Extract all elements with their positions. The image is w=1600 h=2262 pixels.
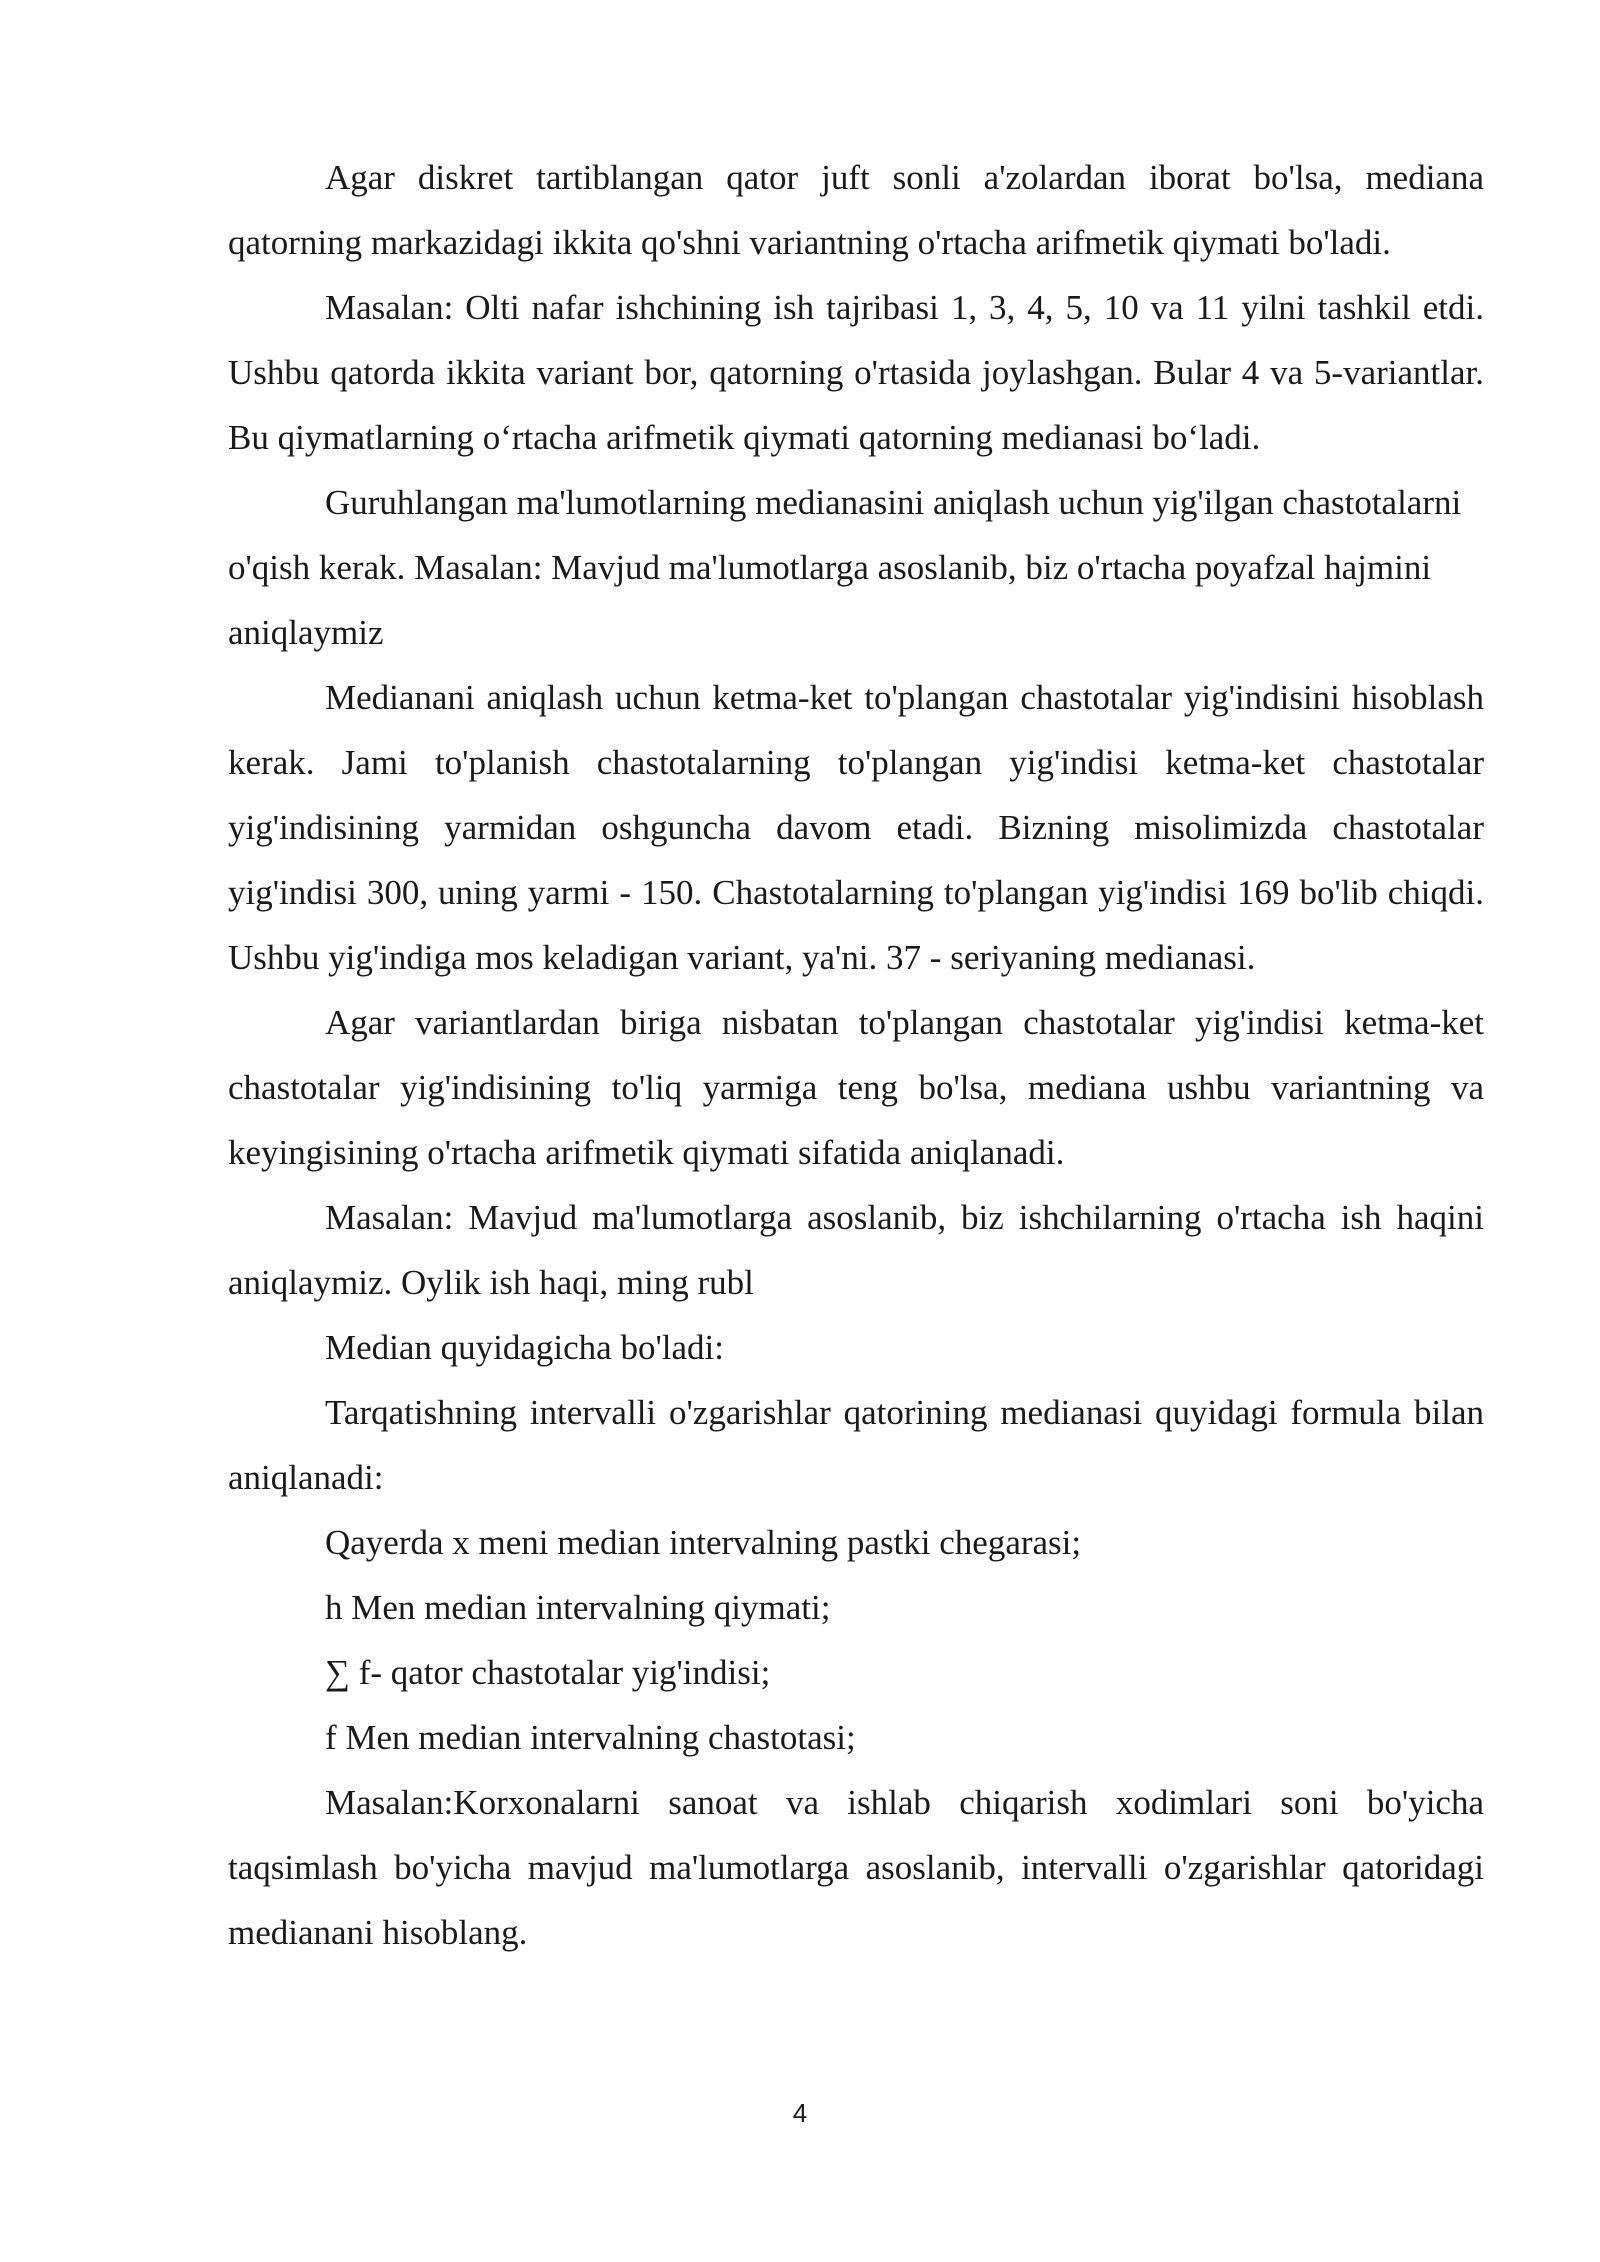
formula-term-median-frequency: f Men median intervalning chastotasi;: [325, 1718, 856, 1757]
page-number: 4: [792, 2098, 808, 2128]
paragraph-even-median-definition: Agar diskret tartiblangan qator juft sonli a'zolardan iborat bo'lsa, mediana qatorning markazidagi ikkita qo'shni variantning o'rtacha arifmetik qiymati bo'ladi.: [228, 158, 1484, 262]
document-body: [228, 145, 1484, 1965]
paragraph-median-result: Median quyidagicha bo'ladi:: [325, 1328, 724, 1367]
paragraph-grouped-data-median: Guruhlangan ma'lumotlarning medianasini aniqlash uchun yig'ilgan chastotalarni o'qish kerak. Masalan: Mavjud ma'lumotlarga asoslanib, biz o'rtacha poyafzal hajmini aniqlaymiz: [228, 483, 1462, 652]
paragraph-wage-example: Masalan: Mavjud ma'lumotlarga asoslanib, biz ishchilarning o'rtacha ish haqini aniqlaymiz. Oylik ish haqi, ming rubl: [228, 1198, 1484, 1302]
paragraph-half-sum-rule: Agar variantlardan biriga nisbatan to'plangan chastotalar yig'indisi ketma-ket chastotalar yig'indisining to'liq yarmiga teng bo'lsa, mediana ushbu variantning va keyingisining o'rtacha arifmetik qiymati sifatida aniqlanadi.: [228, 1003, 1484, 1172]
paragraph-cumulative-frequencies: Medianani aniqlash uchun ketma-ket to'plangan chastotalar yig'indisini hisoblash kerak. Jami to'planish chastotalarning to'plangan yig'indisi ketma-ket chastotalar yig'indisining yarmidan oshguncha davom etadi. Bizning misolimizda chastotalar yig'indisi 300, uning yarmi - 150. Chastotalarning to'plangan yig'indisi 169 bo'lib chiqdi. Ushbu yig'indiga mos keladigan variant, ya'ni. 37 - seriyaning medianasi.: [228, 678, 1484, 977]
paragraph-enterprise-example: Masalan:Korxonalarni sanoat va ishlab chiqarish xodimlari soni bo'yicha taqsimlash bo'yicha mavjud ma'lumotlarga asoslanib, intervalli o'zgarishlar qatoridagi medianani hisoblang.: [228, 1783, 1484, 1952]
formula-term-frequency-sum: ∑ f- qator chastotalar yig'indisi;: [325, 1653, 771, 1692]
formula-term-lower-bound: Qayerda x meni median intervalning pastki chegarasi;: [325, 1523, 1082, 1562]
formula-term-interval-width: h Men median intervalning qiymati;: [325, 1588, 831, 1627]
paragraph-work-experience-example: Masalan: Olti nafar ishchining ish tajribasi 1, 3, 4, 5, 10 va 11 yilni tashkil etdi. Ushbu qatorda ikkita variant bor, qatorning o'rtasida joylashgan. Bular 4 va 5-variantlar. Bu qiymatlarning o‘rtacha arifmetik qiymati qatorning medianasi bo‘ladi.: [228, 288, 1484, 457]
paragraph-interval-formula: Tarqatishning intervalli o'zgarishlar qatorining medianasi quyidagi formula bilan aniqlanadi:: [228, 1393, 1484, 1497]
